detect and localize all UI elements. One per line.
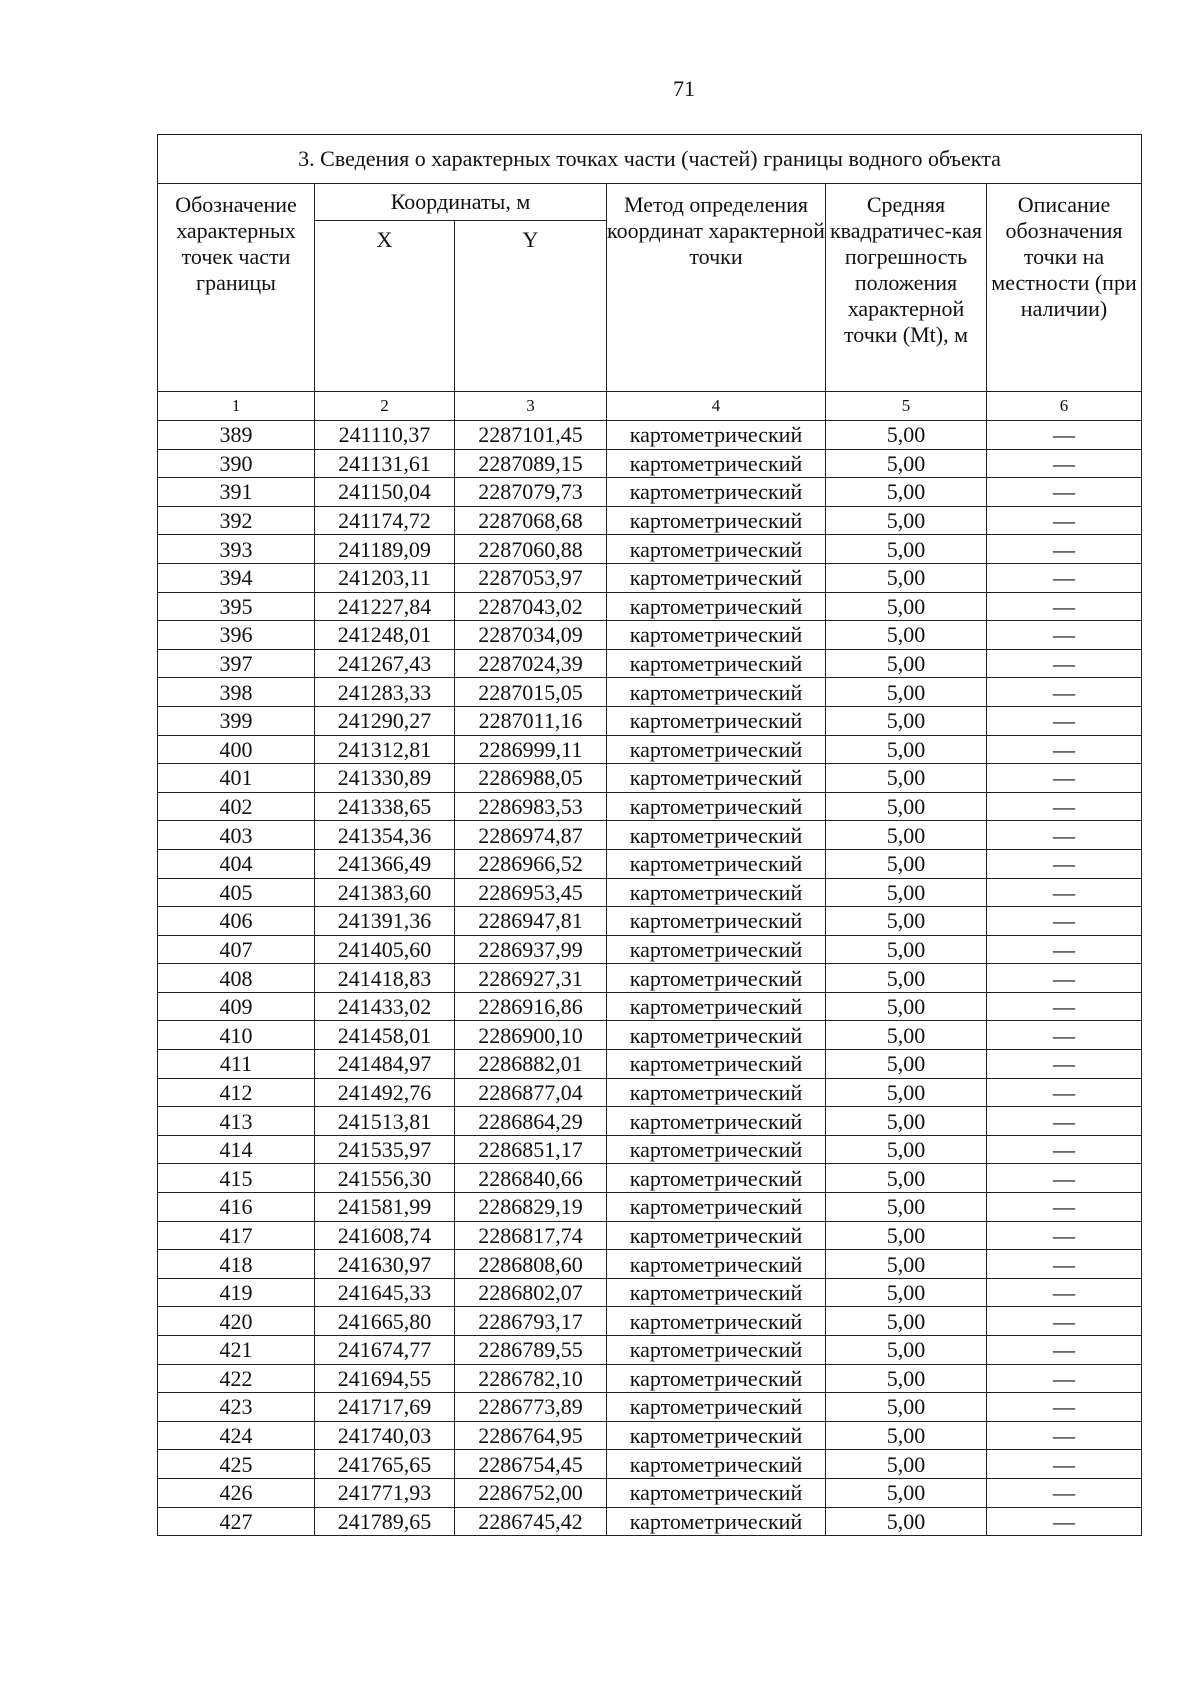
coord-y-cell: 2286789,55: [455, 1336, 607, 1365]
table-row: [158, 1450, 1142, 1479]
coord-y-cell: 2287024,39: [455, 649, 607, 678]
method-cell: картометрический: [607, 706, 826, 735]
header-x: X: [315, 221, 455, 392]
point-id-cell: 392: [158, 506, 315, 535]
description-cell: —: [987, 1107, 1142, 1136]
coord-x-cell: 241740,03: [315, 1421, 455, 1450]
point-id-cell: 402: [158, 792, 315, 821]
point-id-cell: 391: [158, 478, 315, 507]
mean-error-cell: 5,00: [826, 1421, 987, 1450]
method-cell: картометрический: [607, 563, 826, 592]
coord-y-cell: 2286953,45: [455, 878, 607, 907]
coord-x-cell: 241330,89: [315, 764, 455, 793]
coord-x-cell: 241418,83: [315, 964, 455, 993]
description-cell: —: [987, 563, 1142, 592]
point-id-cell: 389: [158, 421, 315, 450]
coord-x-cell: 241665,80: [315, 1307, 455, 1336]
method-cell: картометрический: [607, 1307, 826, 1336]
table-row: [158, 907, 1142, 936]
mean-error-cell: 5,00: [826, 1478, 987, 1507]
coord-y-cell: 2286877,04: [455, 1078, 607, 1107]
description-cell: —: [987, 764, 1142, 793]
column-number-row: [158, 392, 1142, 421]
description-cell: —: [987, 592, 1142, 621]
mean-error-cell: 5,00: [826, 1278, 987, 1307]
description-cell: —: [987, 1507, 1142, 1536]
method-cell: картометрический: [607, 621, 826, 650]
table-row: [158, 878, 1142, 907]
point-id-cell: 417: [158, 1221, 315, 1250]
table-row: [158, 1507, 1142, 1536]
coord-x-cell: 241694,55: [315, 1364, 455, 1393]
point-id-cell: 413: [158, 1107, 315, 1136]
coord-y-cell: 2287089,15: [455, 449, 607, 478]
point-id-cell: 418: [158, 1250, 315, 1279]
mean-error-cell: 5,00: [826, 506, 987, 535]
coord-y-cell: 2286817,74: [455, 1221, 607, 1250]
description-cell: —: [987, 992, 1142, 1021]
mean-error-cell: 5,00: [826, 1393, 987, 1422]
point-id-cell: 406: [158, 907, 315, 936]
coord-x-cell: 241354,36: [315, 821, 455, 850]
method-cell: картометрический: [607, 1135, 826, 1164]
coord-y-cell: 2287060,88: [455, 535, 607, 564]
method-cell: картометрический: [607, 449, 826, 478]
mean-error-cell: 5,00: [826, 964, 987, 993]
coord-x-cell: 241645,33: [315, 1278, 455, 1307]
mean-error-cell: 5,00: [826, 1107, 987, 1136]
table-row: [158, 706, 1142, 735]
mean-error-cell: 5,00: [826, 878, 987, 907]
header-method: Метод определения координат характерной точки: [607, 184, 826, 392]
method-cell: картометрический: [607, 878, 826, 907]
coord-x-cell: 241433,02: [315, 992, 455, 1021]
coord-y-cell: 2287068,68: [455, 506, 607, 535]
description-cell: —: [987, 421, 1142, 450]
method-cell: картометрический: [607, 1278, 826, 1307]
description-cell: —: [987, 506, 1142, 535]
table-row: [158, 849, 1142, 878]
description-cell: —: [987, 1193, 1142, 1222]
point-id-cell: 398: [158, 678, 315, 707]
method-cell: картометрический: [607, 478, 826, 507]
mean-error-cell: 5,00: [826, 1221, 987, 1250]
method-cell: картометрический: [607, 1078, 826, 1107]
description-cell: —: [987, 1250, 1142, 1279]
point-id-cell: 394: [158, 563, 315, 592]
description-cell: —: [987, 849, 1142, 878]
table-row: [158, 1164, 1142, 1193]
method-cell: картометрический: [607, 992, 826, 1021]
point-id-cell: 405: [158, 878, 315, 907]
coord-x-cell: 241513,81: [315, 1107, 455, 1136]
table-row: [158, 563, 1142, 592]
method-cell: картометрический: [607, 964, 826, 993]
table-row: [158, 506, 1142, 535]
description-cell: —: [987, 1421, 1142, 1450]
coord-y-cell: 2286851,17: [455, 1135, 607, 1164]
mean-error-cell: 5,00: [826, 678, 987, 707]
coord-x-cell: 241492,76: [315, 1078, 455, 1107]
coord-x-cell: 241556,30: [315, 1164, 455, 1193]
table-row: [158, 1193, 1142, 1222]
coord-y-cell: 2286782,10: [455, 1364, 607, 1393]
method-cell: картометрический: [607, 1221, 826, 1250]
description-cell: —: [987, 1164, 1142, 1193]
mean-error-cell: 5,00: [826, 935, 987, 964]
point-id-cell: 403: [158, 821, 315, 850]
point-id-cell: 396: [158, 621, 315, 650]
point-id-cell: 415: [158, 1164, 315, 1193]
coord-x-cell: 241227,84: [315, 592, 455, 621]
description-cell: —: [987, 964, 1142, 993]
description-cell: —: [987, 678, 1142, 707]
description-cell: —: [987, 907, 1142, 936]
method-cell: картометрический: [607, 792, 826, 821]
mean-error-cell: 5,00: [826, 649, 987, 678]
coord-x-cell: 241765,65: [315, 1450, 455, 1479]
mean-error-cell: 5,00: [826, 563, 987, 592]
description-cell: —: [987, 1135, 1142, 1164]
coord-x-cell: 241383,60: [315, 878, 455, 907]
table-row: [158, 1478, 1142, 1507]
coord-x-cell: 241717,69: [315, 1393, 455, 1422]
table-row: [158, 1135, 1142, 1164]
description-cell: —: [987, 1478, 1142, 1507]
method-cell: картометрический: [607, 935, 826, 964]
method-cell: картометрический: [607, 1364, 826, 1393]
method-cell: картометрический: [607, 907, 826, 936]
coord-x-cell: 241391,36: [315, 907, 455, 936]
table-row: [158, 1421, 1142, 1450]
table-row: [158, 1107, 1142, 1136]
coord-y-cell: 2286773,89: [455, 1393, 607, 1422]
point-id-cell: 393: [158, 535, 315, 564]
table-row: [158, 678, 1142, 707]
coord-x-cell: 241581,99: [315, 1193, 455, 1222]
point-id-cell: 427: [158, 1507, 315, 1536]
method-cell: картометрический: [607, 821, 826, 850]
mean-error-cell: 5,00: [826, 1078, 987, 1107]
description-cell: —: [987, 1050, 1142, 1079]
description-cell: —: [987, 1364, 1142, 1393]
header-y: Y: [455, 221, 607, 392]
mean-error-cell: 5,00: [826, 764, 987, 793]
coord-y-cell: 2286916,86: [455, 992, 607, 1021]
table-row: [158, 1393, 1142, 1422]
point-id-cell: 407: [158, 935, 315, 964]
coord-y-cell: 2286802,07: [455, 1278, 607, 1307]
header-description: Описание обозначения точки на местности (при наличии): [987, 184, 1142, 392]
coord-y-cell: 2286808,60: [455, 1250, 607, 1279]
description-cell: —: [987, 1393, 1142, 1422]
description-cell: —: [987, 649, 1142, 678]
table-row: [158, 649, 1142, 678]
method-cell: картометрический: [607, 592, 826, 621]
description-cell: —: [987, 735, 1142, 764]
point-id-cell: 404: [158, 849, 315, 878]
table-row: [158, 535, 1142, 564]
coord-y-cell: 2286864,29: [455, 1107, 607, 1136]
description-cell: —: [987, 792, 1142, 821]
point-id-cell: 419: [158, 1278, 315, 1307]
table-title: 3. Сведения о характерных точках части (частей) границы водного объекта: [158, 135, 1142, 184]
coord-y-cell: 2286988,05: [455, 764, 607, 793]
boundary-points-table: [157, 134, 1142, 1536]
coord-x-cell: 241312,81: [315, 735, 455, 764]
description-cell: —: [987, 478, 1142, 507]
mean-error-cell: 5,00: [826, 1050, 987, 1079]
method-cell: картометрический: [607, 649, 826, 678]
coord-y-cell: 2287011,16: [455, 706, 607, 735]
point-id-cell: 416: [158, 1193, 315, 1222]
table-row: [158, 621, 1142, 650]
method-cell: картометрический: [607, 1393, 826, 1422]
point-id-cell: 390: [158, 449, 315, 478]
coord-x-cell: 241608,74: [315, 1221, 455, 1250]
description-cell: —: [987, 821, 1142, 850]
method-cell: картометрический: [607, 421, 826, 450]
point-id-cell: 425: [158, 1450, 315, 1479]
coord-y-cell: 2286999,11: [455, 735, 607, 764]
table-row: [158, 735, 1142, 764]
table-row: [158, 1021, 1142, 1050]
mean-error-cell: 5,00: [826, 907, 987, 936]
coord-x-cell: 241290,27: [315, 706, 455, 735]
table-row: [158, 449, 1142, 478]
point-id-cell: 395: [158, 592, 315, 621]
coord-y-cell: 2286745,42: [455, 1507, 607, 1536]
page-number: 71: [673, 76, 695, 101]
point-id-cell: 421: [158, 1336, 315, 1365]
description-cell: —: [987, 1278, 1142, 1307]
coord-y-cell: 2287043,02: [455, 592, 607, 621]
point-id-cell: 399: [158, 706, 315, 735]
mean-error-cell: 5,00: [826, 592, 987, 621]
mean-error-cell: 5,00: [826, 992, 987, 1021]
coord-x-cell: 241535,97: [315, 1135, 455, 1164]
coord-x-cell: 241405,60: [315, 935, 455, 964]
table-row: [158, 1307, 1142, 1336]
table-row: [158, 592, 1142, 621]
coord-y-cell: 2287079,73: [455, 478, 607, 507]
method-cell: картометрический: [607, 1507, 826, 1536]
coord-x-cell: 241338,65: [315, 792, 455, 821]
mean-error-cell: 5,00: [826, 1193, 987, 1222]
coord-y-cell: 2286882,01: [455, 1050, 607, 1079]
description-cell: —: [987, 878, 1142, 907]
description-cell: —: [987, 706, 1142, 735]
coord-y-cell: 2287015,05: [455, 678, 607, 707]
point-id-cell: 411: [158, 1050, 315, 1079]
coord-x-cell: 241267,43: [315, 649, 455, 678]
mean-error-cell: 5,00: [826, 792, 987, 821]
coord-y-cell: 2286927,31: [455, 964, 607, 993]
mean-error-cell: 5,00: [826, 1507, 987, 1536]
description-cell: —: [987, 449, 1142, 478]
point-id-cell: 400: [158, 735, 315, 764]
mean-error-cell: 5,00: [826, 1164, 987, 1193]
mean-error-cell: 5,00: [826, 849, 987, 878]
method-cell: картометрический: [607, 1193, 826, 1222]
header-point-designation: Обозначение характерных точек части границы: [158, 184, 315, 392]
table-row: [158, 1364, 1142, 1393]
column-number: 4: [607, 392, 826, 421]
mean-error-cell: 5,00: [826, 449, 987, 478]
column-number: 2: [315, 392, 455, 421]
point-id-cell: 426: [158, 1478, 315, 1507]
column-number: 5: [826, 392, 987, 421]
mean-error-cell: 5,00: [826, 735, 987, 764]
table-row: [158, 478, 1142, 507]
table-row: [158, 792, 1142, 821]
coord-y-cell: 2287053,97: [455, 563, 607, 592]
coord-y-cell: 2286900,10: [455, 1021, 607, 1050]
method-cell: картометрический: [607, 735, 826, 764]
mean-error-cell: 5,00: [826, 1364, 987, 1393]
coord-y-cell: 2286966,52: [455, 849, 607, 878]
table-row: [158, 964, 1142, 993]
point-id-cell: 408: [158, 964, 315, 993]
table-row: [158, 1078, 1142, 1107]
method-cell: картометрический: [607, 849, 826, 878]
mean-error-cell: 5,00: [826, 478, 987, 507]
coord-y-cell: 2286752,00: [455, 1478, 607, 1507]
description-cell: —: [987, 535, 1142, 564]
method-cell: картометрический: [607, 1478, 826, 1507]
description-cell: —: [987, 1021, 1142, 1050]
coord-x-cell: 241674,77: [315, 1336, 455, 1365]
method-cell: картометрический: [607, 1107, 826, 1136]
method-cell: картометрический: [607, 1021, 826, 1050]
header-row: [158, 184, 1142, 221]
point-id-cell: 423: [158, 1393, 315, 1422]
column-number: 6: [987, 392, 1142, 421]
description-cell: —: [987, 1078, 1142, 1107]
coord-x-cell: 241458,01: [315, 1021, 455, 1050]
coord-x-cell: 241110,37: [315, 421, 455, 450]
method-cell: картометрический: [607, 678, 826, 707]
description-cell: —: [987, 621, 1142, 650]
mean-error-cell: 5,00: [826, 1135, 987, 1164]
header-mean-error: Средняя квадратичес-кая погрешность положения характерной точки (Mt), м: [826, 184, 987, 392]
coord-x-cell: 241189,09: [315, 535, 455, 564]
method-cell: картометрический: [607, 1450, 826, 1479]
coord-y-cell: 2286937,99: [455, 935, 607, 964]
table-row: [158, 992, 1142, 1021]
mean-error-cell: 5,00: [826, 621, 987, 650]
coord-y-cell: 2286829,19: [455, 1193, 607, 1222]
description-cell: —: [987, 1307, 1142, 1336]
mean-error-cell: 5,00: [826, 535, 987, 564]
mean-error-cell: 5,00: [826, 706, 987, 735]
point-id-cell: 420: [158, 1307, 315, 1336]
header-coordinates: Координаты, м: [315, 184, 607, 221]
coord-x-cell: 241248,01: [315, 621, 455, 650]
coord-x-cell: 241366,49: [315, 849, 455, 878]
coord-y-cell: 2286947,81: [455, 907, 607, 936]
coord-x-cell: 241150,04: [315, 478, 455, 507]
table-row: [158, 1221, 1142, 1250]
table-row: [158, 935, 1142, 964]
coord-y-cell: 2286840,66: [455, 1164, 607, 1193]
coord-y-cell: 2286793,17: [455, 1307, 607, 1336]
table-title-row: [158, 135, 1142, 184]
coord-x-cell: 241771,93: [315, 1478, 455, 1507]
coord-x-cell: 241630,97: [315, 1250, 455, 1279]
table-row: [158, 1278, 1142, 1307]
description-cell: —: [987, 1221, 1142, 1250]
point-id-cell: 414: [158, 1135, 315, 1164]
table-row: [158, 1336, 1142, 1365]
coord-x-cell: 241484,97: [315, 1050, 455, 1079]
method-cell: картометрический: [607, 764, 826, 793]
coord-y-cell: 2287101,45: [455, 421, 607, 450]
column-number: 3: [455, 392, 607, 421]
method-cell: картометрический: [607, 506, 826, 535]
mean-error-cell: 5,00: [826, 1336, 987, 1365]
coord-x-cell: 241174,72: [315, 506, 455, 535]
table-row: [158, 1250, 1142, 1279]
mean-error-cell: 5,00: [826, 1021, 987, 1050]
coord-x-cell: 241789,65: [315, 1507, 455, 1536]
method-cell: картометрический: [607, 1164, 826, 1193]
mean-error-cell: 5,00: [826, 1307, 987, 1336]
table-row: [158, 1050, 1142, 1079]
method-cell: картометрический: [607, 1421, 826, 1450]
description-cell: —: [987, 1336, 1142, 1365]
point-id-cell: 422: [158, 1364, 315, 1393]
description-cell: —: [987, 1450, 1142, 1479]
coord-y-cell: 2287034,09: [455, 621, 607, 650]
method-cell: картометрический: [607, 1050, 826, 1079]
mean-error-cell: 5,00: [826, 1450, 987, 1479]
mean-error-cell: 5,00: [826, 1250, 987, 1279]
coord-y-cell: 2286974,87: [455, 821, 607, 850]
table-row: [158, 421, 1142, 450]
point-id-cell: 397: [158, 649, 315, 678]
point-id-cell: 401: [158, 764, 315, 793]
coord-x-cell: 241203,11: [315, 563, 455, 592]
point-id-cell: 409: [158, 992, 315, 1021]
point-id-cell: 424: [158, 1421, 315, 1450]
column-number: 1: [158, 392, 315, 421]
table-row: [158, 764, 1142, 793]
mean-error-cell: 5,00: [826, 821, 987, 850]
coord-y-cell: 2286754,45: [455, 1450, 607, 1479]
coord-y-cell: 2286764,95: [455, 1421, 607, 1450]
point-id-cell: 412: [158, 1078, 315, 1107]
method-cell: картометрический: [607, 535, 826, 564]
method-cell: картометрический: [607, 1336, 826, 1365]
coord-x-cell: 241283,33: [315, 678, 455, 707]
point-id-cell: 410: [158, 1021, 315, 1050]
description-cell: —: [987, 935, 1142, 964]
mean-error-cell: 5,00: [826, 421, 987, 450]
method-cell: картометрический: [607, 1250, 826, 1279]
coord-x-cell: 241131,61: [315, 449, 455, 478]
coord-y-cell: 2286983,53: [455, 792, 607, 821]
table-row: [158, 821, 1142, 850]
